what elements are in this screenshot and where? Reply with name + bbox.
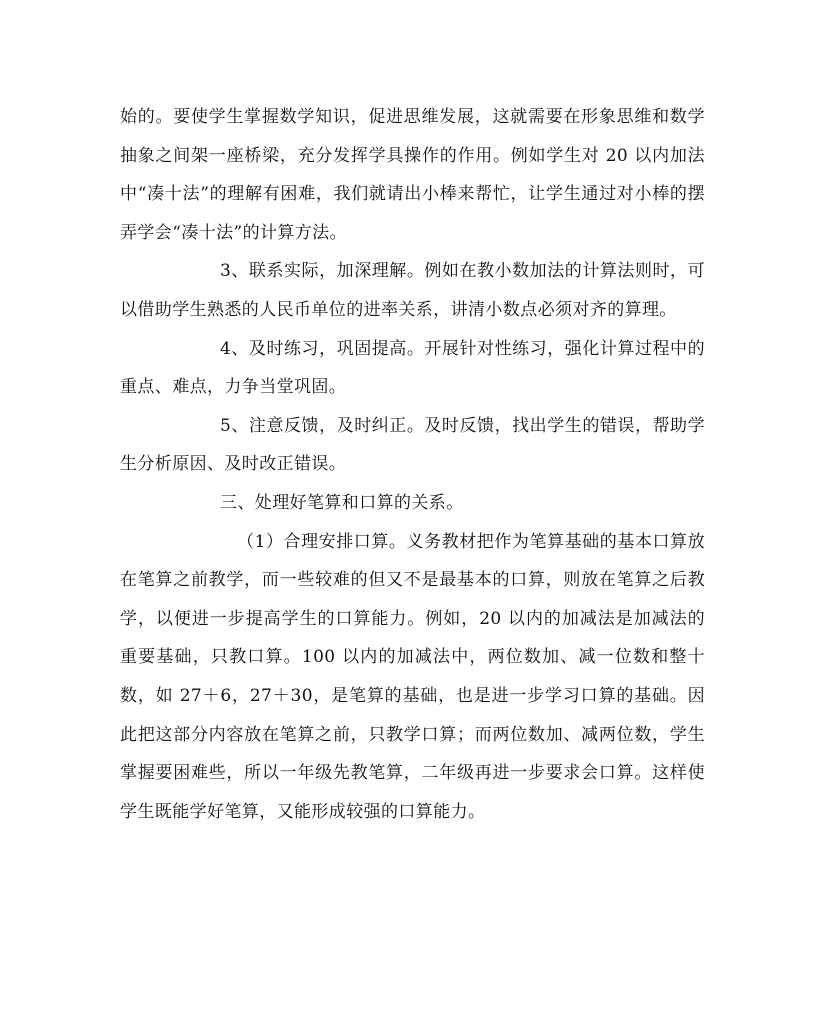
- paragraph-item-4: 4、及时练习，巩固提高。开展针对性练习，强化计算过程中的重点、难点，力争当堂巩固。: [120, 338, 705, 398]
- paragraph-continuation: 始的。要使学生掌握数学知识，促进思维发展，这就需要在形象思维和数学抽象之间架一座桥梁，充分发挥学具操作的作用。例如学生对 20 以内加法中“凑十法”的理解有困难，我们就请出小棒来帮忙，让学生通过对小棒的摆弄学会“凑十法”的计算方法。: [120, 107, 705, 243]
- paragraph-item-3: 3、联系实际，加深理解。例如在教小数加法的计算法则时，可以借助学生熟悉的人民币单位的进率关系，讲清小数点必须对齐的算理。: [120, 261, 705, 320]
- paragraph-subitem-1: （1）合理安排口算。义务教材把作为笔算基础的基本口算放在笔算之前教学，而一些较难的但又不是最基本的口算，则放在笔算之后教学，以便进一步提高学生的口算能力。例如，20 以内的加减法是加减法的重要基础，只教口算。100 以内的加减法中，两位数加、减一位数和整十数，如 27＋6，27＋30，是笔算的基础，也是进一步学习口算的基础。因此把这部分内容放在笔算之前，只教学口算；而两位数加、减两位数，学生掌握要困难些，所以一年级先教笔算，二年级再进一步要求会口算。这样使学生既能学好笔算，又能形成较强的口算能力。: [120, 531, 705, 822]
- paragraph-item-5: 5、注意反馈，及时纠正。及时反馈，找出学生的错误，帮助学生分析原因、及时改正错误。: [120, 415, 705, 475]
- document-body: [120, 98, 705, 831]
- section-heading-3: 三、处理好笔算和口算的关系。: [220, 492, 464, 513]
